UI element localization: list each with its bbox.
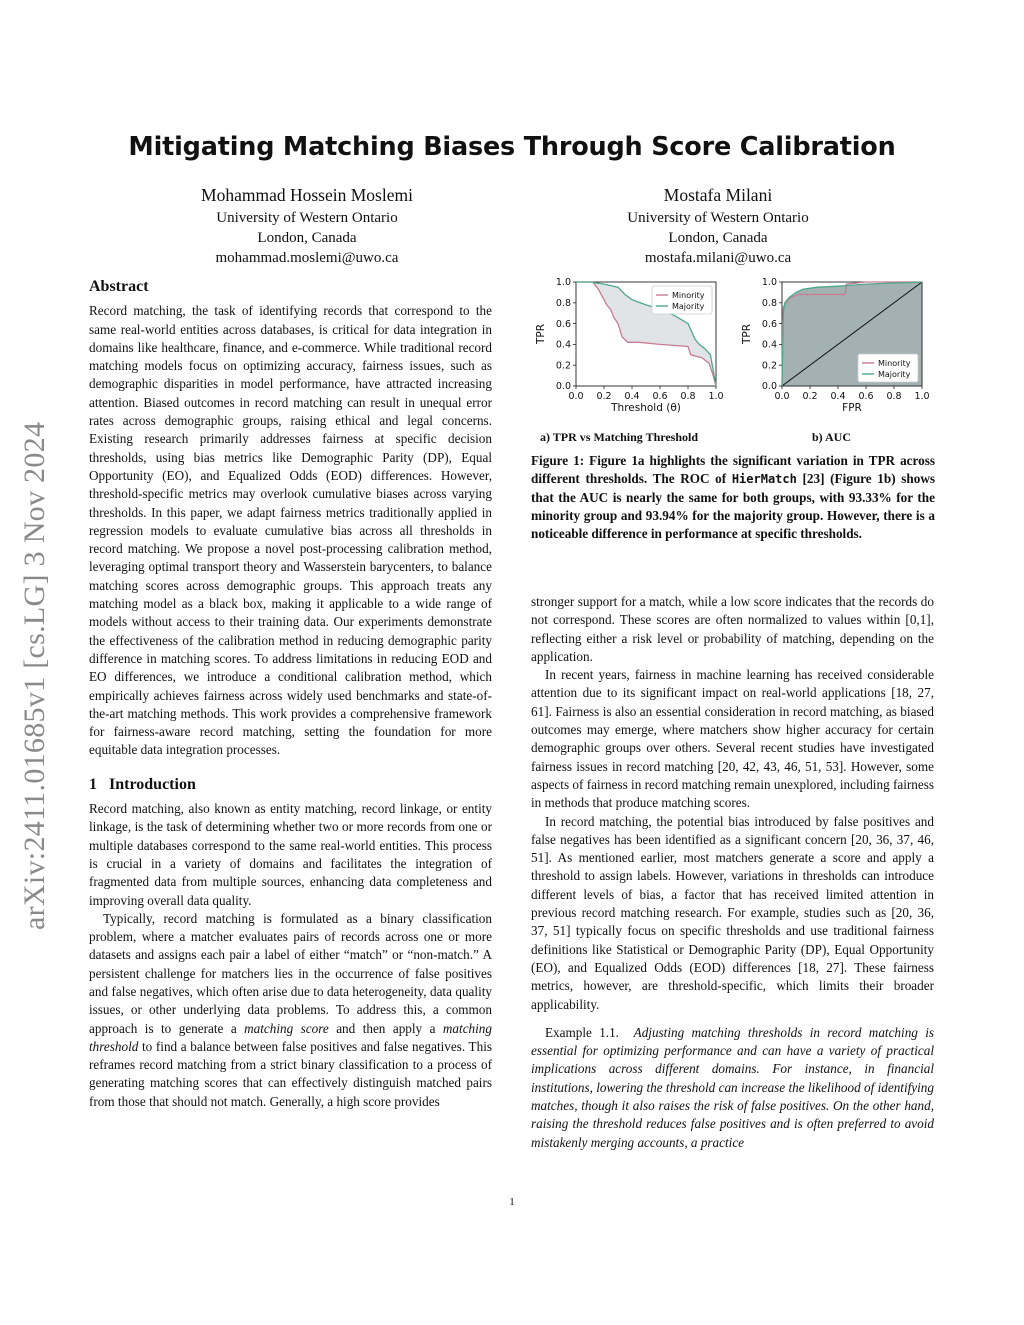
intro-paragraph-4: In record matching, the potential bias introduced by false positives and false negatives has been identified as a significant concern [20, 36, 37, 46, 51]. As mentioned earlier, most matchers generate a score and apply a threshold to assign labels. However, variations in thresholds can introduce different levels of bias, a factor that has received limited attention in previous record matching research. For example, studies such as [20, 36, 37, 51] typically focus on specific thresholds and use traditional fairness definitions like Statistical or Demographic Parity (DP), Equal Opportunity (EO), and Equalized Odds (EOD) differences [18, 27]. These fairness metrics, however, are threshold-specific, which limits their broader applicability. <box>531 813 934 1012</box>
figure-caption <box>531 452 935 543</box>
example-label: Example 1.1. <box>545 1024 619 1040</box>
arxiv-identifier: arXiv:2411.01685v1 [cs.LG] 3 Nov 2024 <box>18 421 51 930</box>
y-tick-label: 1.0 <box>761 277 777 289</box>
right-column <box>531 593 934 1152</box>
emphasis-matching-score: matching score <box>244 1020 329 1036</box>
y-tick-label: 0.4 <box>761 339 777 351</box>
x-axis-label: Threshold (θ) <box>611 402 681 414</box>
y-tick-label: 0.6 <box>761 318 777 330</box>
legend-label-minority: Minority <box>672 291 705 300</box>
x-tick-label: 0.2 <box>802 391 818 402</box>
author-block-1 <box>147 182 467 268</box>
x-tick-label: 0.4 <box>624 391 640 402</box>
emphasis-matching-threshold: matching threshold <box>89 1020 492 1054</box>
x-tick-label: 0.0 <box>774 391 790 402</box>
intro-paragraph-2 <box>89 910 492 1111</box>
x-tick-label: 0.4 <box>830 391 846 402</box>
intro-paragraph-2-continued: stronger support for a match, while a low score indicates that the records do not correspond. These scores are often normalized to values within [0,1], reflecting either a risk level or probability of matching, depending on the application. <box>531 594 934 664</box>
y-tick-label: 1.0 <box>555 277 571 289</box>
author-location: London, Canada <box>668 230 768 246</box>
y-tick-label: 0.0 <box>761 381 777 393</box>
abstract-heading: Abstract <box>89 278 149 295</box>
y-tick-label: 0.0 <box>555 381 571 393</box>
x-tick-label: 1.0 <box>914 391 930 402</box>
legend-label-majority: Majority <box>672 302 705 311</box>
x-tick-label: 0.8 <box>680 391 696 402</box>
x-tick-label: 0.0 <box>568 391 584 402</box>
paper-title: Mitigating Matching Biases Through Score Calibration <box>128 132 896 162</box>
example-text: Adjusting matching thresholds in record matching is essential for optimizing performance and can have a variety of practical implications across different domains. For instance, in financial institutions, lowering the threshold can increase the likelihood of identifying matches, though it also raises the risk of false positives. On the other hand, raising the threshold reduces false positives and is often preferred to avoid mistakenly merging accounts, a practice <box>531 1024 934 1150</box>
x-tick-label: 0.6 <box>858 391 874 402</box>
chart-tpr-vs-threshold <box>532 272 742 422</box>
chart-roc-auc <box>738 272 938 422</box>
legend-label-majority: Majority <box>878 370 911 379</box>
author-location: London, Canada <box>257 230 357 246</box>
y-tick-label: 0.8 <box>555 298 571 309</box>
author-affiliation: University of Western Ontario <box>216 210 398 226</box>
author-affiliation: University of Western Ontario <box>627 210 809 226</box>
subfigure-label-a: a) TPR vs Matching Threshold <box>540 430 699 444</box>
x-axis-label: FPR <box>842 402 862 414</box>
section-title: Introduction <box>109 775 196 793</box>
caption-code: HierMatch <box>731 472 797 487</box>
abstract-text: Record matching, the task of identifying records that correspond to the same real-world entities across databases, is critical for data integration in domains like healthcare, finance, and e-commerce. While traditional record matching models focus on optimizing accuracy, fairness issues, such as demographic disparities in model performance, have attracted increasing attention. Biased outcomes in record matching can result in unequal error rates across demographic groups, raising ethical and legal concerns. Existing research primarily addresses fairness at specific decision thresholds, using bias metrics like Demographic Parity (DP), Equal Opportunity (EO), and Equalized Odds (EOD) differences. However, threshold-specific metrics may overlook cumulative biases across varying thresholds. In this paper, we adapt fairness metrics traditionally applied in regression models to evaluate cumulative bias across all thresholds in record matching. We propose a novel post-processing calibration method, leveraging optimal transport theory and Wasserstein barycenters, to balance matching scores across demographic groups. This approach treats any matching model as a black box, making it applicable to a wide range of models without access to their training data. Our experiments demonstrate the effectiveness of the calibration method in reducing demographic parity difference in matching scores. To address limitations in reducing EOD and EO differences, we introduce a conditional calibration method, which empirically achieves fairness across widely used benchmarks and state-of-the-art matching methods. This work provides a comprehensive framework for fairness-aware record matching, setting the foundation for more equitable data integration processes. <box>89 303 492 758</box>
author-name: Mohammad Hossein Moslemi <box>201 185 413 205</box>
author-block-2 <box>558 182 878 268</box>
y-tick-label: 0.4 <box>555 339 571 351</box>
y-axis-label: TPR <box>741 323 753 345</box>
x-tick-label: 0.6 <box>652 391 668 402</box>
y-tick-label: 0.8 <box>761 298 777 309</box>
text-span: and then apply a <box>328 1020 443 1036</box>
author-email: mohammad.moslemi@uwo.ca <box>215 250 399 266</box>
y-axis-label: TPR <box>535 323 547 345</box>
left-column <box>89 278 492 1111</box>
text-span: Figure 1: Figure 1a highlights the significant variation in TPR across different thresholds. The ROC of <box>531 453 935 487</box>
y-tick-label: 0.2 <box>555 360 571 372</box>
intro-heading <box>89 776 492 794</box>
example-1-1 <box>531 1024 934 1152</box>
author-email: mostafa.milani@uwo.ca <box>644 250 792 266</box>
text-span: [23] (Figure 1b) shows that the AUC is nearly the same for both groups, with 93.33% for the minority group and 93.94% for the majority group. However, there is a noticeable difference in performance at specific thresholds. <box>531 471 935 542</box>
intro-paragraph-3: In recent years, fairness in machine learning has received considerable attention due to its significant impact on real-world applications [18, 27, 61]. Fairness is also an essential consideration in record matching, as biased outcomes may emerge, where matchers show higher accuracy for certain demographic groups over others. Several recent studies have investigated fairness issues in record matching [20, 42, 43, 46, 51, 53]. However, some aspects of fairness in record matching remain unexplored, including fairness in methods that produce matching scores. <box>531 667 934 811</box>
legend-label-minority: Minority <box>878 359 911 368</box>
y-tick-label: 0.2 <box>761 360 777 372</box>
x-tick-label: 0.8 <box>886 391 902 402</box>
author-name: Mostafa Milani <box>663 185 773 205</box>
text-span: Typically, record matching is formulated as a binary classification problem, where a matcher evaluates pairs of records across one or more datasets and assigns each pair a label of either “match” or “non-match.” A persistent challenge for matchers lies in the occurrence of false positives and false negatives, which often arise due to data heterogeneity, data quality issues, or other underlying data problems. To address this, a common approach is to generate a <box>89 910 492 1036</box>
text-span: to find a balance between false positives and false negatives. This reframes record matching from a strict binary classification to a process of generating matching scores that can effectively distinguish matched pairs from those that should not match. Generally, a high score provides <box>89 1038 492 1109</box>
section-number: 1 <box>89 775 97 793</box>
intro-paragraph-1: Record matching, also known as entity matching, record linkage, or entity linkage, is the task of determining whether two or more records from one or multiple databases correspond to the same real-world entities. This process is crucial in a variety of domains and facilitates the integration of fragmented data from multiple sources, enhancing data completeness and improving overall data quality. <box>89 801 492 908</box>
y-tick-label: 0.6 <box>555 318 571 330</box>
page-number: 1 <box>509 1196 515 1208</box>
x-tick-label: 0.2 <box>596 391 612 402</box>
x-tick-label: 1.0 <box>708 391 724 402</box>
subfigure-label-b: b) AUC <box>812 430 852 444</box>
